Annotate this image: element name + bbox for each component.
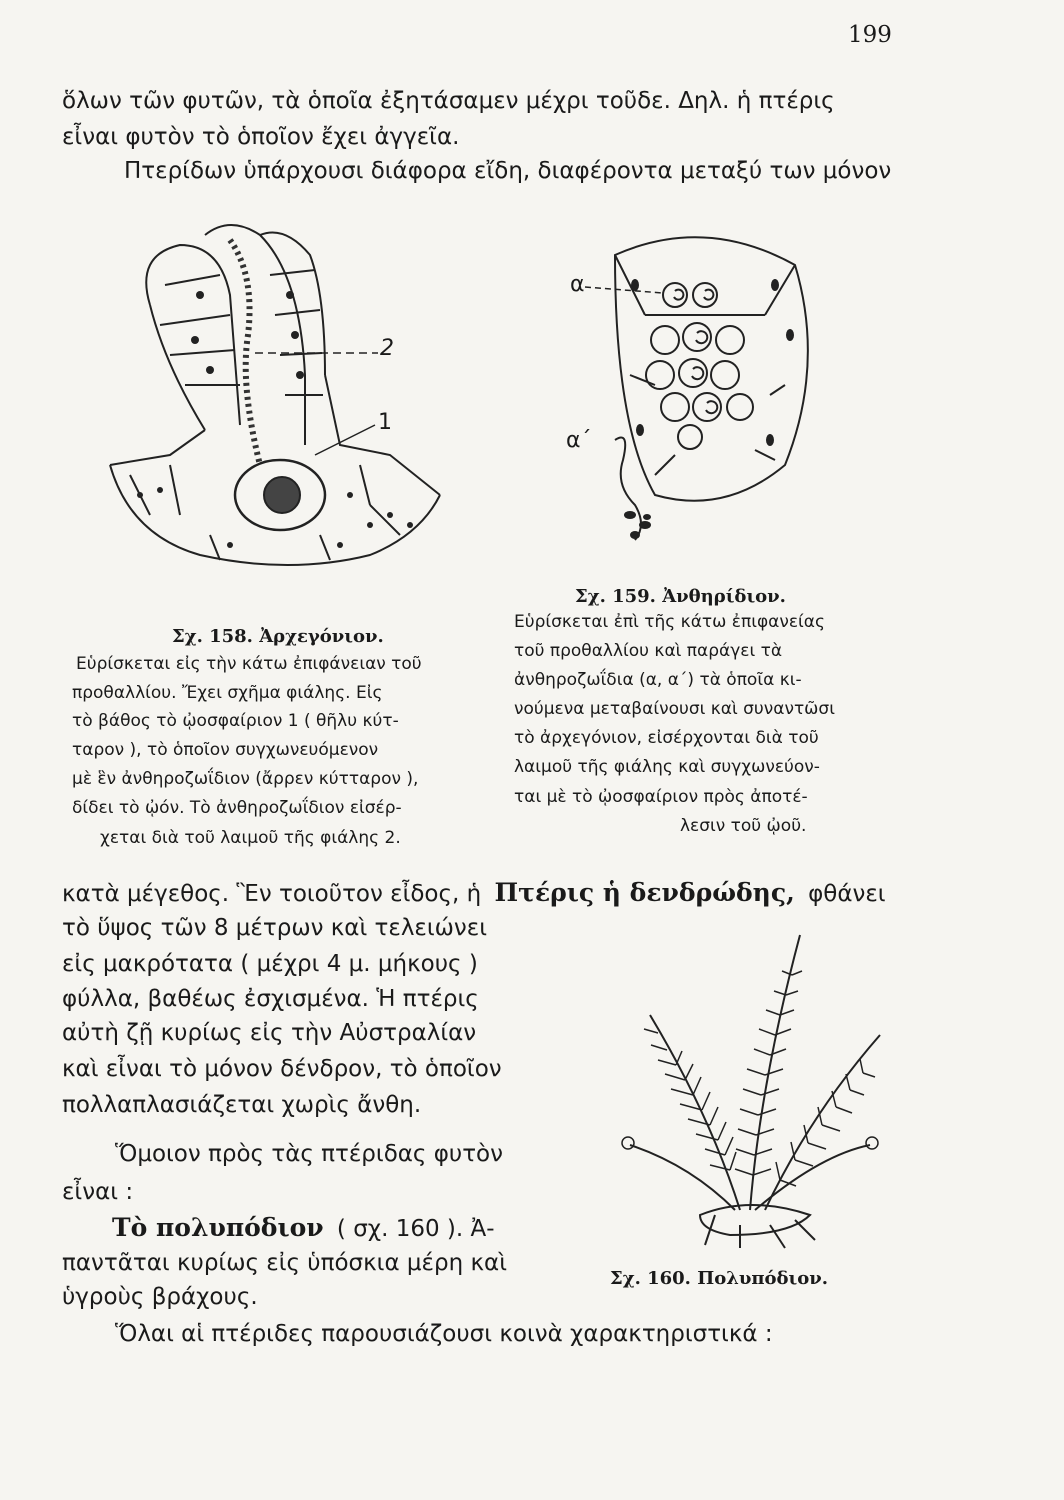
figure-158-title: Σχ. 158. Ἀρχεγόνιον. [172, 626, 384, 647]
middle-line-text: κατὰ μέγεθος. Ἓν τοιοῦτον εἶδος, ἡ [62, 881, 482, 907]
top-paragraph-line-3: Πτερίδων ὑπάρχουσι διάφορα εἴδη, διαφέροντα μεταξύ των μόνον [124, 158, 892, 184]
figure-159-caption-line: τὸ ἀρχεγόνιον, εἰσέρχονται διὰ τοῦ [514, 728, 819, 748]
left-column-line: αὐτὴ ζῇ κυρίως εἰς τὴν Αὐστραλίαν [62, 1020, 477, 1046]
archegonium-illustration [110, 215, 440, 585]
polypodion-rest: ( σχ. 160 ). Ἀ- [336, 1216, 495, 1242]
figure-158-label-1: 1 [378, 410, 392, 435]
figure-158-caption-line: μὲ ἓν ἀνθηροζωΐδιον (ἄρρεν κύτταρον ), [72, 769, 419, 789]
polypodium-fern-illustration [590, 915, 920, 1250]
figure-158-caption-line: τὸ βάθος τὸ ᾠοσφαίριον 1 ( θῆλυ κύτ- [72, 711, 399, 731]
polypodion-line [112, 1215, 495, 1241]
left-column-line: τὸ ὕψος τῶν 8 μέτρων καὶ τελειώνει [62, 915, 487, 941]
last-line: Ὅλαι αἱ πτέριδες παρουσιάζουσι κοινὰ χαρακτηριστικά : [115, 1321, 773, 1347]
figure-158-caption-line: χεται διὰ τοῦ λαιμοῦ τῆς φιάλης 2. [100, 828, 401, 848]
polypodion-line-2: παντᾶται κυρίως εἰς ὑπόσκια μέρη καὶ [62, 1250, 507, 1276]
left-column-line: εἰς μακρότατα ( μέχρι 4 μ. μήκους ) [62, 951, 478, 977]
left-column-line: φύλλα, βαθέως ἐσχισμένα. Ἡ πτέρις [62, 986, 479, 1012]
figure-158-caption-line: ταρον ), τὸ ὁποῖον συγχωνευόμενον [72, 740, 379, 760]
figure-159-caption-line: Εὑρίσκεται ἐπὶ τῆς κάτω ἐπιφανείας [514, 612, 825, 632]
figure-158-label-2: 2 [380, 336, 394, 361]
top-paragraph-line-1: ὅλων τῶν φυτῶν, τὰ ὁποῖα ἐξητάσαμεν μέχρι τοῦδε. Δηλ. ἡ πτέρις [62, 88, 835, 114]
left-column-line: καὶ εἶναι τὸ μόνον δένδρον, τὸ ὁποῖον [62, 1056, 502, 1082]
figure-158-caption-line: δίδει τὸ ᾠόν. Τὸ ἀνθηροζωΐδιον εἰσέρ- [72, 798, 402, 818]
similar-line-1: Ὅμοιον πρὸς τὰς πτέριδας φυτὸν [115, 1141, 503, 1167]
figure-159-caption-line: νούμενα μεταβαίνουσι καὶ συναντῶσι [514, 699, 835, 719]
figure-159-title: Σχ. 159. Ἀνθηρίδιον. [575, 586, 786, 607]
figure-159-caption-line: λαιμοῦ τῆς φιάλης καὶ συγχωνεύον- [514, 757, 820, 777]
top-paragraph-line-2: εἶναι φυτὸν τὸ ὁποῖον ἔχει ἀγγεῖα. [62, 124, 460, 150]
figure-159-label-a-prime: α΄ [566, 428, 592, 453]
antheridium-illustration [575, 225, 835, 560]
tree-fern-name: Πτέρις ἡ δενδρώδης, [494, 878, 795, 907]
polypodion-name: Τὸ πολυπόδιον [112, 1213, 324, 1242]
figure-159-caption-line: ται μὲ τὸ ᾠοσφαίριον πρὸς ἀποτέ- [514, 787, 808, 807]
polypodion-line-3: ὑγροὺς βράχους. [62, 1284, 258, 1310]
figure-160-title: Σχ. 160. Πολυπόδιον. [610, 1268, 828, 1289]
page-number: 199 [848, 22, 892, 48]
middle-line-end: φθάνει [808, 881, 886, 907]
figure-159-caption-line: τοῦ προθαλλίου καὶ παράγει τὰ [514, 641, 783, 661]
similar-line-2: εἶναι : [62, 1179, 134, 1205]
figure-159-caption-line: ἀνθηροζωΐδια (α, α΄) τὰ ὁποῖα κι- [514, 670, 802, 690]
figure-158-caption-line: Εὑρίσκεται εἰς τὴν κάτω ἐπιφάνειαν τοῦ [76, 654, 422, 674]
middle-line [62, 880, 886, 906]
figure-158-caption-line: προθαλλίου. Ἔχει σχῆμα φιάλης. Εἰς [72, 683, 383, 703]
left-column-line: πολλαπλασιάζεται χωρὶς ἄνθη. [62, 1092, 422, 1118]
figure-159-caption-line: λεσιν τοῦ ᾠοῦ. [680, 816, 807, 836]
figure-159-label-a: α [570, 272, 585, 297]
